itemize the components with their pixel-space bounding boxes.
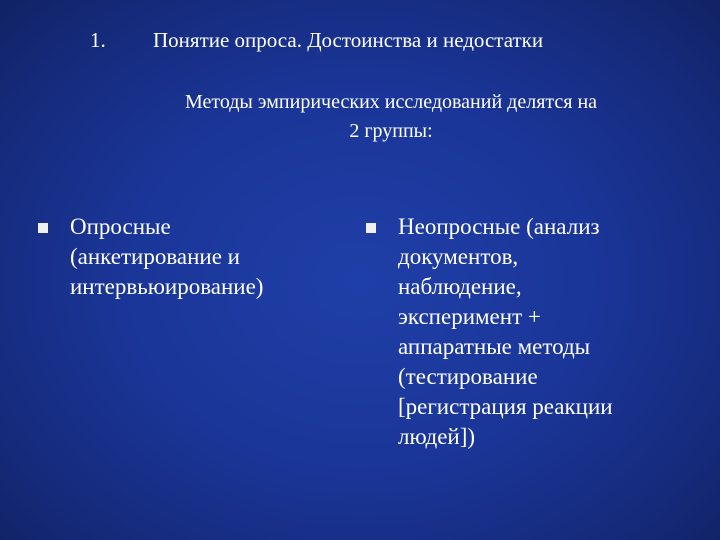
text-line: людей])	[398, 424, 476, 449]
text-line: аппаратные методы	[398, 334, 591, 359]
text-line: [регистрация реакции	[398, 394, 613, 419]
subtitle-line: 2 группы:	[349, 120, 433, 142]
heading-number: 1.	[90, 28, 106, 52]
square-bullet-icon	[38, 223, 48, 233]
survey-methods-text	[70, 212, 263, 302]
subtitle-line: Методы эмпирических исследований делятся на	[184, 91, 598, 113]
text-line: эксперимент +	[398, 304, 541, 329]
text-line: документов,	[398, 244, 519, 269]
square-bullet-icon	[366, 223, 376, 233]
heading-title: Понятие опроса. Достоинства и недостатки	[153, 28, 544, 52]
text-line: (тестирование	[398, 364, 538, 389]
non-survey-methods-text	[398, 212, 613, 452]
text-line: (анкетирование и	[70, 244, 240, 269]
text-line: Опросные	[70, 214, 171, 239]
text-line: Неопросные (анализ	[398, 214, 600, 239]
text-line: интервьюирование)	[70, 274, 264, 299]
text-line: наблюдение,	[398, 274, 522, 299]
subtitle	[100, 88, 682, 146]
